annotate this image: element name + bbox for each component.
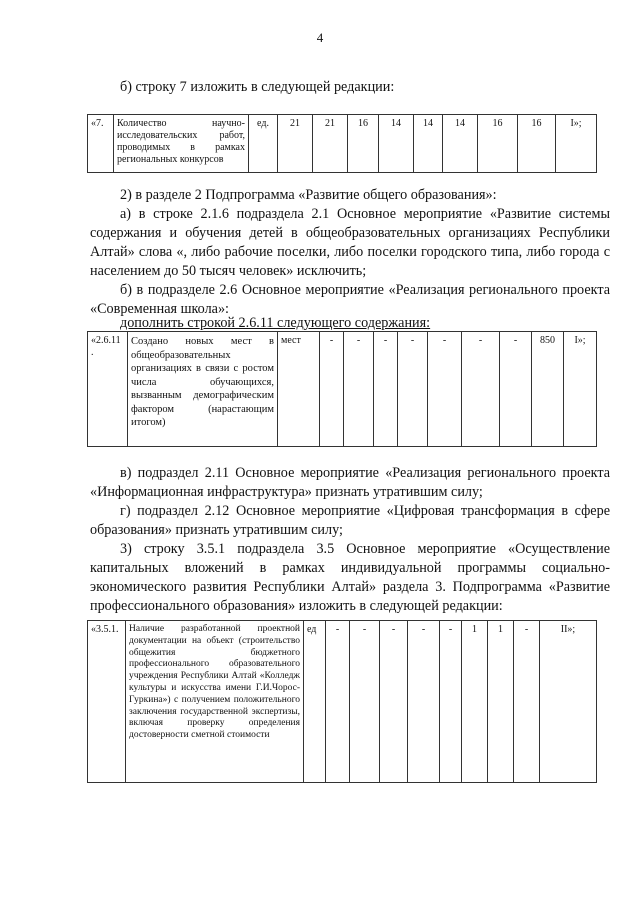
- value-cell: 14: [443, 115, 478, 173]
- row-number: «3.5.1.: [88, 621, 126, 783]
- paragraph-6: в) подраздел 2.11 Основное мероприятие «Реализация регионального проекта «Информационная инфраструктура» признать утратившим силу;: [90, 465, 610, 500]
- value-cell: -: [440, 621, 462, 783]
- value-cell: 850: [532, 332, 564, 447]
- paragraph-1: б) строку 7 изложить в следующей редакции:: [120, 79, 395, 95]
- paragraph-7: г) подраздел 2.12 Основное мероприятие «Цифровая трансформация в сфере образования» признать утратившим силу;: [90, 503, 610, 538]
- value-cell: -: [398, 332, 428, 447]
- paragraph-3: а) в строке 2.1.6 подраздела 2.1 Основное мероприятие «Развитие системы содержания и обучения детей в общеобразовательных организациях Республики Алтай» слова «, либо рабочие поселки, либо поселки городского типа, либо города с населением до 50 тысяч человек» исключить;: [90, 206, 610, 279]
- table-row-2-6-11: [87, 331, 597, 447]
- value-cell: 16: [348, 115, 379, 173]
- row-number: «7.: [88, 115, 114, 173]
- table-row-3-5-1: [87, 620, 597, 783]
- row-end: I»;: [556, 115, 597, 173]
- paragraph-8: 3) строку 3.5.1 подраздела 3.5 Основное мероприятие «Осуществление капитальных вложений в рамках индивидуальной программы социально-экономического развития Республики Алтай» раздела 3. Подпрограмма «Развитие профессионального образования» изложить в следующей редакции:: [90, 541, 610, 614]
- row-description: Создано новых мест в общеобразовательных организациях в связи с ростом числа обучающихся, вызванным демографическим фактором (нарастающим итогом): [128, 332, 278, 447]
- value-cell: -: [408, 621, 440, 783]
- value-cell: -: [374, 332, 398, 447]
- row-end: II»;: [540, 621, 597, 783]
- value-cell: -: [344, 332, 374, 447]
- value-cell: -: [380, 621, 408, 783]
- page-number: 4: [316, 30, 324, 45]
- row-end: I»;: [564, 332, 597, 447]
- row-unit: ед: [304, 621, 326, 783]
- value-cell: 14: [414, 115, 443, 173]
- paragraph-2: 2) в разделе 2 Подпрограмма «Развитие общего образования»:: [120, 187, 497, 203]
- value-cell: -: [350, 621, 380, 783]
- value-cell: -: [320, 332, 344, 447]
- row-unit: ед.: [249, 115, 278, 173]
- row-unit: мест: [278, 332, 320, 447]
- paragraph-5: дополнить строкой 2.6.11 следующего содержания:: [120, 315, 431, 331]
- value-cell: 1: [462, 621, 488, 783]
- value-cell: 16: [478, 115, 518, 173]
- value-cell: 14: [379, 115, 414, 173]
- row-description: Количество научно-исследовательских работ, проводимых в рамках региональных конкурсов: [114, 115, 249, 173]
- value-cell: -: [514, 621, 540, 783]
- value-cell: 1: [488, 621, 514, 783]
- value-cell: 21: [313, 115, 348, 173]
- paragraph-4: б) в подразделе 2.6 Основное мероприятие «Реализация регионального проекта «Современная школа»:: [90, 282, 610, 317]
- row-description: Наличие разработанной проектной документации на объект (строительство общежития бюджетного профессионального образовательного учреждения Республики Алтай «Колледж культуры и искусства имени Г.И.Чорос-Гуркина») с получением положительного заключения государственной экспертизы, включая проверку определения достоверности сметной стоимости: [126, 621, 304, 783]
- value-cell: 21: [278, 115, 313, 173]
- row-number: «2.6.11 .: [88, 332, 128, 447]
- table-row-7: [87, 114, 597, 173]
- value-cell: 16: [518, 115, 556, 173]
- value-cell: -: [462, 332, 500, 447]
- value-cell: -: [500, 332, 532, 447]
- value-cell: -: [326, 621, 350, 783]
- value-cell: -: [428, 332, 462, 447]
